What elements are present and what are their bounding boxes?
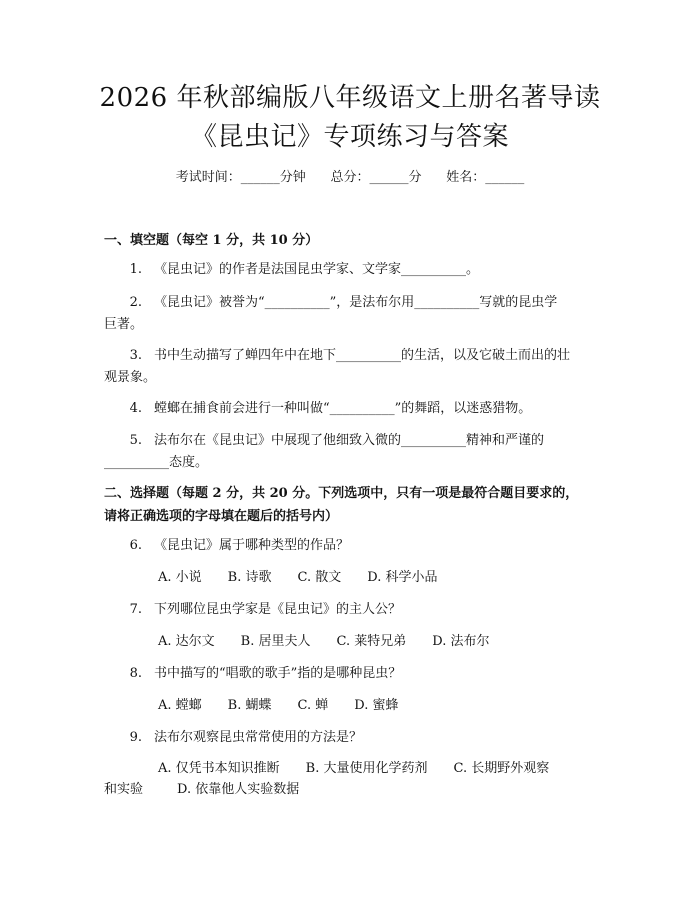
question-2 — [104, 292, 604, 336]
question-number: 9. — [129, 730, 142, 745]
exam-info-line: 考试时间：______分钟 总分：______分 姓名：______ — [175, 170, 525, 185]
question-9-options — [104, 758, 604, 780]
question-7-options — [104, 631, 604, 653]
option-d: D. 科学小品 — [367, 570, 438, 585]
question-4 — [104, 398, 604, 420]
question-1 — [104, 259, 604, 281]
page-title-line-2: 《昆虫记》专项练习与答案 — [190, 122, 509, 152]
question-text: 法布尔在《昆虫记》中展现了他细致入微的__________精神和严谨的 — [154, 433, 545, 448]
section-1-heading: 一、填空题（每空 1 分，共 10 分） — [104, 233, 319, 248]
option-d: D. 法布尔 — [432, 634, 490, 649]
question-text-wrap: __________态度。 — [104, 455, 209, 470]
question-number: 6. — [129, 538, 142, 553]
option-b: B. 诗歌 — [227, 570, 272, 585]
question-6-options — [104, 567, 604, 589]
question-stem: 下列哪位昆虫学家是《昆虫记》的主人公？ — [154, 602, 402, 617]
question-number: 2. — [129, 295, 142, 310]
page-title-line-1: 2026 年秋部编版八年级语文上册名著导读 — [99, 83, 601, 113]
question-text: 螳螂在捕食前会进行一种叫做“__________”的舞蹈，以迷惑猎物。 — [154, 401, 532, 416]
question-text: 书中生动描写了蝉四年中在地下__________的生活，以及它破土而出的壮 — [154, 348, 571, 363]
question-8-options — [104, 695, 604, 717]
question-6 — [104, 535, 604, 557]
option-c: C. 莱特兄弟 — [336, 634, 407, 649]
option-a: A. 螳螂 — [158, 698, 202, 713]
question-stem: 法布尔观察昆虫常常使用的方法是？ — [154, 730, 363, 745]
question-5 — [104, 430, 604, 474]
option-d: D. 蜜蜂 — [354, 698, 399, 713]
question-stem: 《昆虫记》属于哪种类型的作品？ — [154, 538, 350, 553]
question-text: 《昆虫记》被誉为“__________”，是法布尔用__________写就的昆虫学 — [154, 295, 558, 310]
question-text-wrap: 巨著。 — [104, 317, 144, 332]
question-number: 3. — [129, 348, 142, 363]
question-text: 《昆虫记》的作者是法国昆虫学家、文学家__________。 — [154, 262, 480, 277]
question-number: 8. — [129, 666, 142, 681]
question-3 — [104, 345, 604, 389]
question-stem: 书中描写的“唱歌的歌手”指的是哪种昆虫？ — [154, 666, 402, 681]
question-text-wrap: 观景象。 — [104, 370, 157, 385]
option-a: A. 仅凭书本知识推断 — [158, 761, 280, 776]
option-c: C. 散文 — [297, 570, 342, 585]
question-number: 1. — [129, 262, 142, 277]
question-7 — [104, 599, 604, 621]
question-number: 7. — [129, 602, 142, 617]
option-b: B. 蝴蝶 — [227, 698, 272, 713]
section-2-heading-line-2: 请将正确选项的字母填在题后的括号内） — [104, 509, 339, 524]
question-number: 5. — [129, 433, 142, 448]
question-9 — [104, 727, 604, 749]
option-b: B. 大量使用化学药剂 — [305, 761, 428, 776]
question-9-options-wrap — [104, 779, 604, 801]
option-a: A. 达尔文 — [158, 634, 215, 649]
option-c: C. 蝉 — [297, 698, 329, 713]
section-2-heading-line-1: 二、选择题（每题 2 分，共 20 分。下列选项中，只有一项是最符合题目要求的， — [104, 486, 579, 501]
section-2-heading — [104, 482, 604, 528]
option-c-wrap: 和实验 — [104, 782, 144, 797]
option-a: A. 小说 — [158, 570, 202, 585]
question-number: 4. — [129, 401, 142, 416]
option-b: B. 居里夫人 — [240, 634, 311, 649]
option-d: D. 依靠他人实验数据 — [177, 782, 300, 797]
question-8 — [104, 663, 604, 685]
option-c: C. 长期野外观察 — [453, 761, 550, 776]
